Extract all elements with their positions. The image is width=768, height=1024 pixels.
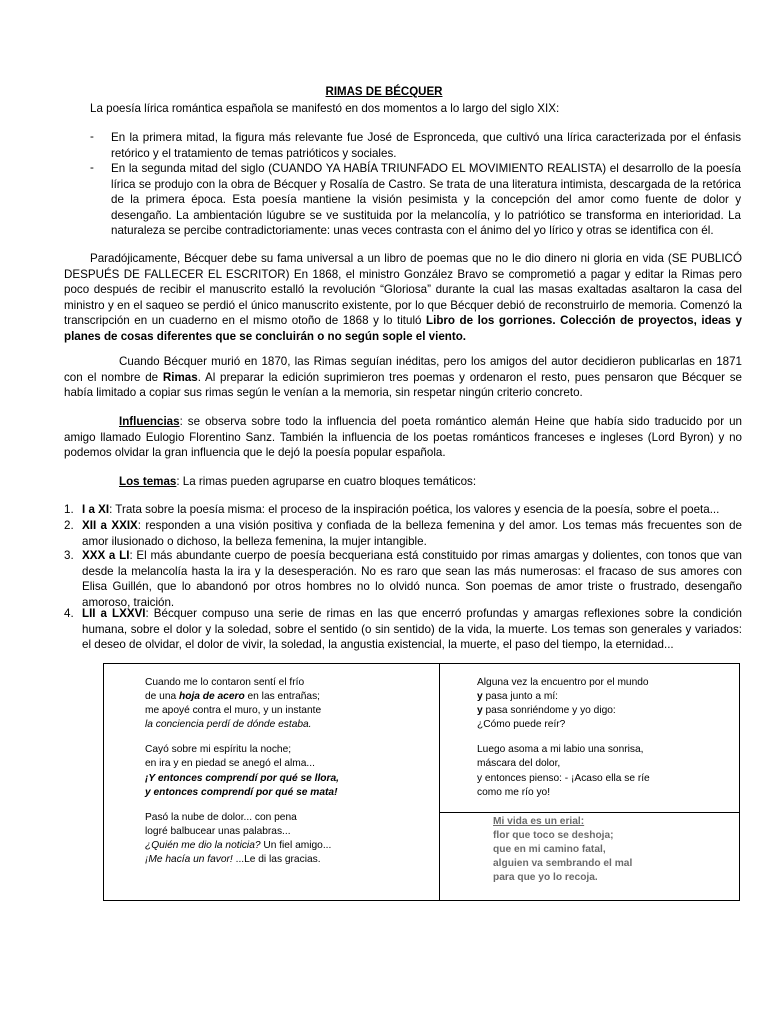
- bullet-item-1: En la primera mitad, la figura más relevante fue José de Espronceda, que cultivó una lírica caracterizada por el énfasis retórico y el tratamiento de temas patrióticos y sociales.: [111, 131, 741, 160]
- theme-number-4: 4.: [64, 607, 74, 620]
- death-post: . Al preparar la edición suprimieron tres poemas y ordenaron el resto, pues pensaron que Bécquer se había limitado a copiar sus rimas según le venían a la memoria, sin respetar ningún criterio concreto.: [64, 370, 742, 399]
- poem-line: ¡Me hacía un favor! ...Le di las gracias.: [145, 854, 321, 866]
- poem-line: me apoyé contra el muro, y un instante: [145, 705, 322, 717]
- poem-right-top: [477, 676, 650, 800]
- poem-line: Pasó la nube de dolor... con pena: [145, 811, 297, 823]
- poem-line: ¡Y entonces comprendí por qué se llora,: [145, 772, 339, 784]
- bullet-item-2: En la segunda mitad del siglo (CUANDO YA HABÍA TRIUNFADO EL MOVIMIENTO REALISTA) el desarrollo de la poesía lírica se produjo con la obra de Bécquer y Rosalía de Castro. Se trata de una literatura intimista, descargada de la retórica de la primera época. Esta poesía mantiene la visión pesimista y la concepción del amor como fuente de dolor y desengaño. La ambientación lúgubre se ve sustituida por la melancolía, y lo patriótico se transforma en interioridad. La naturaleza se percibe contradictoriamente: unas veces contrasta con el ánimo del yo lírico y otras se identifica con él.: [111, 162, 741, 237]
- poem-line: Mi vida es un erial:: [493, 816, 585, 827]
- poem-line: para que yo lo recoja.: [493, 872, 598, 884]
- theme-text-4: : Bécquer compuso una serie de rimas en las que encerró profundas y amargas reflexiones sobre la condición humana, sobre el dolor y la soledad, sobre el sentido (o sin sentido) de la vida, la muerte. Los temas son generales y variados: el deseo de olvidar, el dolor de vivir, la soledad, la angustia existencial, la muerte, el paso del tiempo, la eternidad...: [82, 607, 742, 651]
- poem-line: flor que toco se deshoja;: [493, 830, 614, 842]
- poem-line: y entonces pienso: - ¡Acaso ella se ríe: [477, 772, 650, 784]
- paragraph-influences: [64, 414, 742, 461]
- themes-text: : La rimas pueden agruparse en cuatro bloques temáticos:: [176, 475, 477, 488]
- poems-table: [103, 663, 740, 901]
- table-horizontal-divider: [439, 812, 739, 813]
- poem-line: logré balbucear unas palabras...: [145, 825, 291, 837]
- intro-paragraph: La poesía lírica romántica española se manifestó en dos momentos a lo largo del siglo XIX:: [90, 102, 560, 115]
- theme-text-2: : responden a una visión positiva y confiada de la belleza femenina y del amor. Los temas más frecuentes son de amor ilusionado o dichoso, la belleza femenina, la mujer intangible.: [82, 519, 742, 548]
- theme-item-3: [82, 548, 742, 610]
- poem-line: máscara del dolor,: [477, 758, 561, 770]
- poem-line: Alguna vez la encuentro por el mundo: [477, 677, 649, 688]
- theme-label-1: I a XI: [82, 503, 110, 516]
- paradox-bold-title: Libro de los gorriones. Colección de proyectos, ideas y planes de cosas diferentes que se concluirán o no según sople el viento.: [64, 314, 742, 343]
- poem-line: ¿Cómo puede reír?: [477, 719, 566, 731]
- theme-text-1: : Trata sobre la poesía misma: el proceso de la inspiración poética, los valores y esencia de la poesía, sobre el poeta...: [109, 503, 720, 516]
- theme-text-3: : El más abundante cuerpo de poesía becqueriana está constituido por rimas amargas y dolientes, con tonos que van desde la melancolía hasta la ira y la desesperación. No es raro que sean las más numerosas: el fracaso de sus amores con Elisa Guillén, que lo abandonó por otros hombres no lo olvidó nunca. Son poemas de amor triste o frustrado, desengaño amoroso, traición.: [82, 549, 742, 609]
- theme-label-2: XII a XXIX: [82, 519, 138, 532]
- paradox-text: Paradójicamente, Bécquer debe su fama universal a un libro de poemas que no le dio dinero ni gloria en vida (SE PUBLICÓ DESPUÉS DE FALLECER EL ESCRITOR) En 1868, el ministro González Bravo se comprometió a pagar y editar la Rimas pero poco después de recibir el manuscrito estalló la revolución “Gloriosa” durante la cual las masas exaltadas asaltaron la casa del ministro y en el saqueo se perdió el único manuscrito existente, por lo que Bécquer debió de reconstruirlo de memoria. Comenzó la transcripción en un cuaderno en el mismo otoño de 1868 y lo tituló: [64, 252, 742, 327]
- poem-line: que en mi camino fatal,: [493, 844, 606, 856]
- poem-line: en ira y en piedad se anegó el alma...: [145, 758, 315, 770]
- poem-right-bottom: [493, 815, 632, 885]
- poem-left: [145, 676, 339, 867]
- poem-line: Cayó sobre mi espíritu la noche;: [145, 744, 292, 756]
- theme-number-3: 3.: [64, 549, 74, 562]
- theme-number-2: 2.: [64, 519, 74, 532]
- poem-line: y pasa sonriéndome y yo digo:: [477, 705, 616, 717]
- theme-label-3: XXX a LI: [82, 549, 130, 562]
- paragraph-paradox: [64, 251, 742, 344]
- poem-line: Luego asoma a mi labio una sonrisa,: [477, 744, 644, 756]
- poem-line: de una hoja de acero en las entrañas;: [145, 691, 321, 703]
- table-vertical-divider: [439, 664, 440, 900]
- bullet-marker-2: -: [90, 161, 94, 174]
- paragraph-themes: [64, 474, 742, 490]
- poem-line: como me río yo!: [477, 786, 551, 798]
- theme-number-1: 1.: [64, 503, 74, 516]
- document-title: RIMAS DE BÉCQUER: [325, 86, 443, 98]
- themes-label: Los temas: [119, 475, 177, 488]
- bullet-marker-1: -: [90, 130, 94, 143]
- death-bold: Rimas: [162, 370, 198, 384]
- theme-item-4: [82, 606, 742, 653]
- influences-label: Influencias: [119, 415, 180, 428]
- death-pre: Cuando Bécquer murió en 1870, las Rimas seguían inéditas, pero los amigos del autor decidieron publicarlas en 1871 con el nombre de: [64, 355, 742, 384]
- theme-item-1: [82, 502, 742, 518]
- poem-line: Cuando me lo contaron sentí el frío: [145, 677, 305, 688]
- theme-label-4: LII a LXXVI: [82, 607, 146, 620]
- paragraph-death: [64, 354, 742, 401]
- poem-line: y entonces comprendí por qué se mata!: [145, 786, 338, 798]
- poem-line: y pasa junto a mí:: [477, 691, 558, 703]
- poem-line: alguien va sembrando el mal: [493, 858, 633, 870]
- theme-item-2: [82, 518, 742, 549]
- poem-line: ¿Quién me dio la noticia? Un fiel amigo...: [145, 839, 332, 851]
- poem-line: la conciencia perdí de dónde estaba.: [145, 719, 312, 731]
- influences-text: : se observa sobre todo la influencia del poeta romántico alemán Heine que había sido traducido por un amigo llamado Eulogio Florentino Sanz. También la influencia de los poetas románticos franceses e ingleses (Lord Byron) y no podemos olvidar la gran influencia que le dejó la poesía popular española.: [64, 415, 742, 459]
